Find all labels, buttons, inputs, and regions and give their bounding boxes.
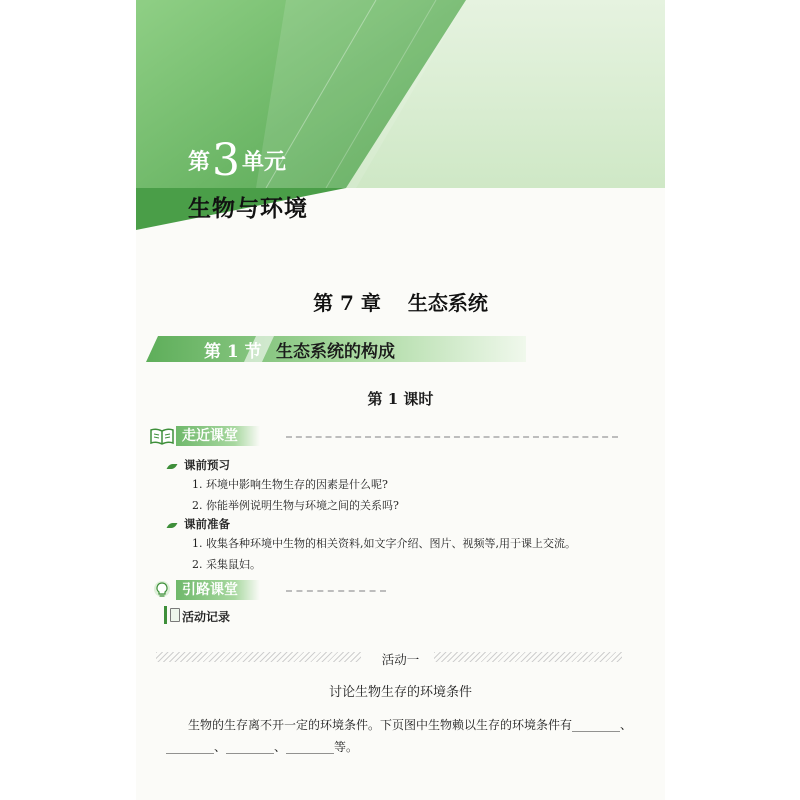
prepare-item: 2. 采集鼠妇。 [192,558,261,571]
activity-text-line: ________、________、________等。 [166,740,359,754]
unit-title: 生物与环境 [188,196,308,222]
record-label: 活动记录 [182,610,231,624]
prepare-label: 课前准备 [184,517,230,531]
guide-header-label: 引路课堂 [176,580,260,600]
leaf-icon [167,464,178,469]
unit-label: 第3单元 [188,135,287,186]
section-title: 生态系统的构成 [276,342,395,362]
lightbulb-icon [152,580,172,600]
divider [286,590,386,592]
open-book-icon [150,427,174,445]
chapter-title: 第 7 章 生态系统 [313,291,488,315]
activity-title: 讨论生物生存的环境条件 [328,685,472,700]
record-marker [164,606,167,624]
approach-header-label: 走近课堂 [176,426,260,446]
preview-item: 1. 环境中影响生物生存的因素是什么呢? [192,478,388,491]
document-icon [170,608,180,622]
activity-label: 活动一 [381,652,420,667]
divider [286,436,618,438]
preview-label: 课前预习 [184,458,230,472]
preview-item: 2. 你能举例说明生物与环境之间的关系吗? [192,499,399,512]
leaf-icon [167,523,178,528]
lesson-title: 第 1 课时 [367,390,434,408]
section-number: 第 1 节 [204,342,262,362]
prepare-item: 1. 收集各种环境中生物的相关资料,如文字介绍、图片、视频等,用于课上交流。 [192,537,576,550]
textbook-page [136,0,665,800]
guide-header [150,580,630,600]
activity-text-line: 生物的生存离不开一定的环境条件。下页图中生物赖以生存的环境条件有________、 [188,718,633,732]
